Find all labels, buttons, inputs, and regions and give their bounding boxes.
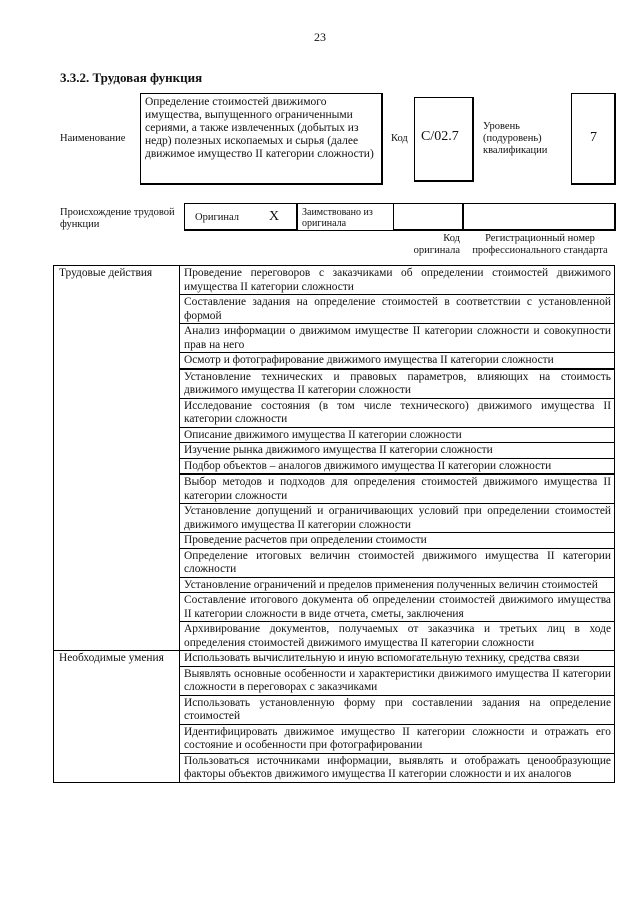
origin-code-label: Код оригинала bbox=[413, 233, 460, 256]
original-label: Оригинал bbox=[195, 212, 239, 223]
section-item: Анализ информации о движимом имуществе II категории сложности и совокупности прав на него bbox=[180, 324, 615, 353]
original-box bbox=[184, 203, 298, 231]
original-mark: X bbox=[269, 209, 280, 224]
level-label: Уровень (подуровень) квалификации bbox=[483, 121, 548, 156]
section-item: Установление технических и правовых параметров, влияющих на стоимость движимого имущества II категории сложности bbox=[180, 369, 615, 399]
section-item: Установление допущений и ограничивающих условий при определении стоимостей движимого имущества II категории сложности bbox=[180, 504, 615, 533]
section-item: Проведение переговоров с заказчиками об определении стоимостей движимого имущества II категории сложности bbox=[180, 266, 615, 295]
code-box bbox=[414, 97, 474, 182]
requirements-table bbox=[53, 265, 615, 783]
section-item: Использовать установленную форму при составлении задания на определение стоимостей bbox=[180, 695, 615, 724]
naming-label: Наименование bbox=[60, 133, 126, 144]
function-name-box bbox=[140, 93, 383, 185]
section-item: Идентифицировать движимое имущество II категории сложности и отражать его состояние и особенности при фотографировании bbox=[180, 724, 615, 753]
section-item: Пользоваться источниками информации, выявлять и отображать ценообразующие факторы объектов движимого имущества II категории сложности и их аналогов bbox=[180, 753, 615, 782]
borrowed-box bbox=[298, 203, 394, 231]
section-item: Изучение рынка движимого имущества II категории сложности bbox=[180, 443, 615, 459]
table-row bbox=[54, 266, 615, 295]
section-item: Определение итоговых величин стоимостей движимого имущества II категории сложности bbox=[180, 548, 615, 577]
section-item: Описание движимого имущества II категории сложности bbox=[180, 427, 615, 443]
function-name: Определение стоимостей движимого имущества, выпущенного ограниченными сериями, а также извлеченных (добытых из недр) полезных ископаемых и сырья (далее движимое имущество II категории сложности) bbox=[145, 96, 374, 160]
section-item: Проведение расчетов при определении стоимости bbox=[180, 533, 615, 549]
reg-number-box bbox=[464, 203, 616, 231]
code-value: C/02.7 bbox=[421, 129, 459, 144]
section-item: Подбор объектов – аналогов движимого имущества II категории сложности bbox=[180, 458, 615, 474]
level-box bbox=[571, 93, 616, 185]
origin-code-box bbox=[394, 203, 464, 231]
section-item: Осмотр и фотографирование движимого имущества II категории сложности bbox=[180, 353, 615, 369]
section-item: Установление ограничений и пределов применения полученных величин стоимостей bbox=[180, 577, 615, 593]
section-title: Необходимые умения bbox=[54, 651, 180, 783]
section-heading: 3.3.2. Трудовая функция bbox=[60, 70, 203, 85]
borrowed-label: Заимствовано из оригинала bbox=[302, 207, 373, 229]
reg-number-label: Регистрационный номер профессионального стандарта bbox=[472, 233, 608, 256]
level-value: 7 bbox=[590, 130, 597, 145]
section-item: Составление задания на определение стоимостей в соответствии с установленной формой bbox=[180, 295, 615, 324]
section-item: Выбор методов и подходов для определения стоимостей движимого имущества II категории сложности bbox=[180, 474, 615, 504]
section-item: Исследование состояния (в том числе технического) движимого имущества II категории сложности bbox=[180, 398, 615, 427]
section-item: Использовать вычислительную и иную вспомогательную технику, средства связи bbox=[180, 651, 615, 667]
section-title: Трудовые действия bbox=[54, 266, 180, 651]
origin-label: Происхождение трудовой функции bbox=[60, 207, 175, 230]
section-item: Выявлять основные особенности и характеристики движимого имущества II категории сложности в переговорах с заказчиками bbox=[180, 666, 615, 695]
code-label: Код bbox=[391, 133, 408, 144]
table-row bbox=[54, 651, 615, 667]
section-item: Составление итогового документа об определении стоимостей движимого имущества II категории сложности в виде отчета, сметы, заключения bbox=[180, 593, 615, 622]
page-number: 23 bbox=[314, 30, 326, 44]
section-item: Архивирование документов, получаемых от заказчика и третьих лиц в ходе определения стоимостей движимого имущества II категории сложности bbox=[180, 622, 615, 651]
